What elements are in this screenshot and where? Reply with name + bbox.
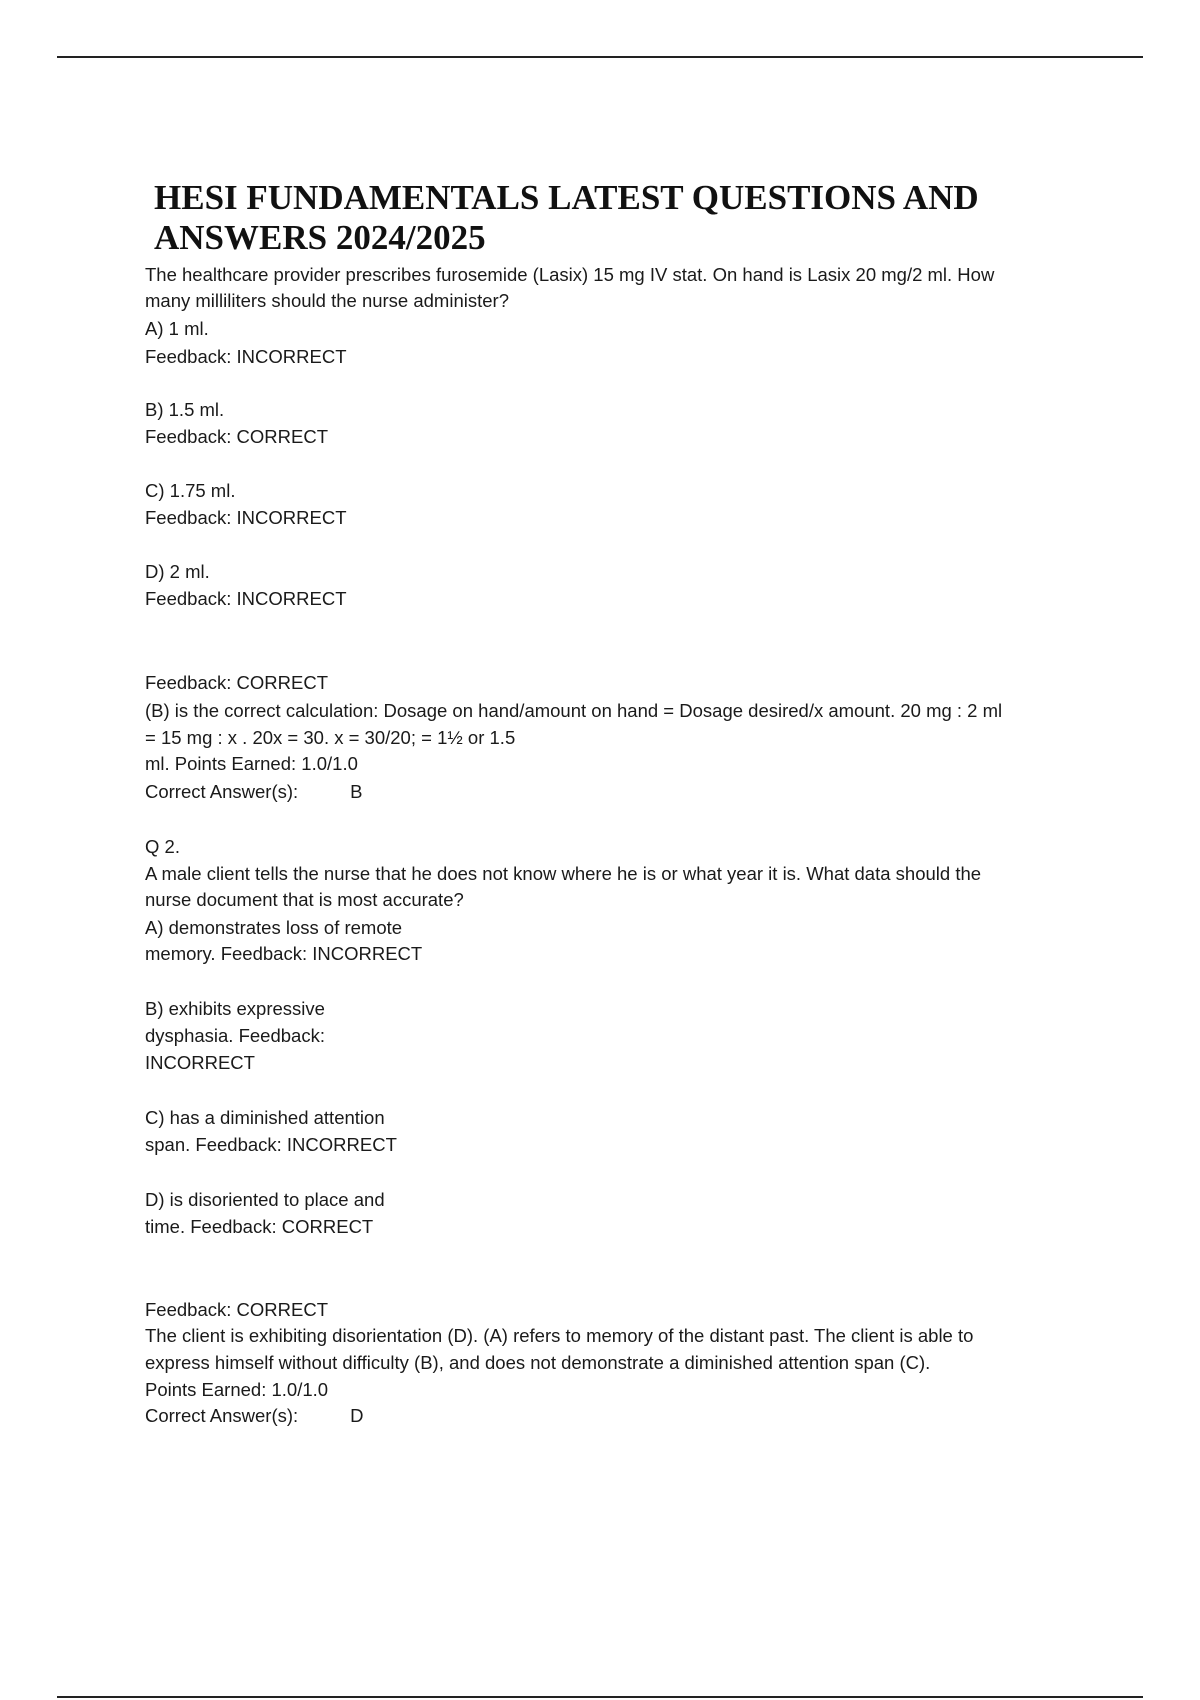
q2-stem-line-1: A male client tells the nurse that he does not know where he is or what year it is. What data should the (145, 863, 982, 884)
q1-rationale-line-1: (B) is the correct calculation: Dosage on hand/amount on hand = Dosage desired/x amount. 20 mg : 2 ml (145, 700, 1003, 721)
q2-number: Q 2. (145, 836, 180, 857)
q2-correct-answer (145, 1403, 364, 1429)
q2-option-a-line-2: memory. Feedback: INCORRECT (145, 943, 423, 964)
q2-option-d-line-2: time. Feedback: CORRECT (145, 1216, 374, 1237)
q1-rationale-line-2: = 15 mg : x . 20x = 30. x = 30/20; = 1½ or 1.5 (145, 727, 516, 748)
top-rule (57, 56, 1143, 58)
q1-option-a: A) 1 ml. (145, 318, 209, 339)
q2-option-c-line-1: C) has a diminished attention (145, 1107, 385, 1128)
q2-correct-value: D (350, 1405, 364, 1426)
q1-feedback-a: Feedback: INCORRECT (145, 346, 347, 367)
q2-points: Points Earned: 1.0/1.0 (145, 1379, 329, 1400)
q1-option-b: B) 1.5 ml. (145, 399, 225, 420)
q2-option-a-line-1: A) demonstrates loss of remote (145, 917, 403, 938)
q1-stem-line-2: many milliliters should the nurse administer? (145, 290, 509, 311)
q2-option-d-line-1: D) is disoriented to place and (145, 1189, 385, 1210)
q1-correct-label: Correct Answer(s): (145, 781, 299, 802)
q1-option-c: C) 1.75 ml. (145, 480, 236, 501)
q2-option-b-line-2: dysphasia. Feedback: (145, 1025, 325, 1046)
title-line-2: ANSWERS 2024/2025 (154, 218, 486, 257)
q2-stem-line-2: nurse document that is most accurate? (145, 889, 464, 910)
q1-summary-feedback: Feedback: CORRECT (145, 672, 328, 693)
q1-feedback-b: Feedback: CORRECT (145, 426, 328, 447)
q2-option-c-line-2: span. Feedback: INCORRECT (145, 1134, 397, 1155)
q1-option-d: D) 2 ml. (145, 561, 210, 582)
q1-feedback-d: Feedback: INCORRECT (145, 588, 347, 609)
q2-correct-label: Correct Answer(s): (145, 1405, 299, 1426)
q1-correct-answer (145, 779, 363, 805)
q1-correct-value: B (350, 781, 363, 802)
q1-rationale-line-3: ml. Points Earned: 1.0/1.0 (145, 753, 358, 774)
title-line-1: HESI FUNDAMENTALS LATEST QUESTIONS AND (154, 178, 979, 217)
q1-feedback-c: Feedback: INCORRECT (145, 507, 347, 528)
document-title (154, 178, 1074, 258)
q2-rationale-line-1: The client is exhibiting disorientation (D). (A) refers to memory of the distant past. The client is able to (145, 1325, 974, 1346)
q2-summary-feedback: Feedback: CORRECT (145, 1299, 328, 1320)
q2-option-b-line-3: INCORRECT (145, 1052, 255, 1073)
q2-rationale-line-2: express himself without difficulty (B), and does not demonstrate a diminished attention span (C). (145, 1352, 931, 1373)
q1-stem-line-1: The healthcare provider prescribes furosemide (Lasix) 15 mg IV stat. On hand is Lasix 20 mg/2 ml. How (145, 264, 995, 285)
bottom-rule (57, 1696, 1143, 1698)
q2-option-b-line-1: B) exhibits expressive (145, 998, 325, 1019)
